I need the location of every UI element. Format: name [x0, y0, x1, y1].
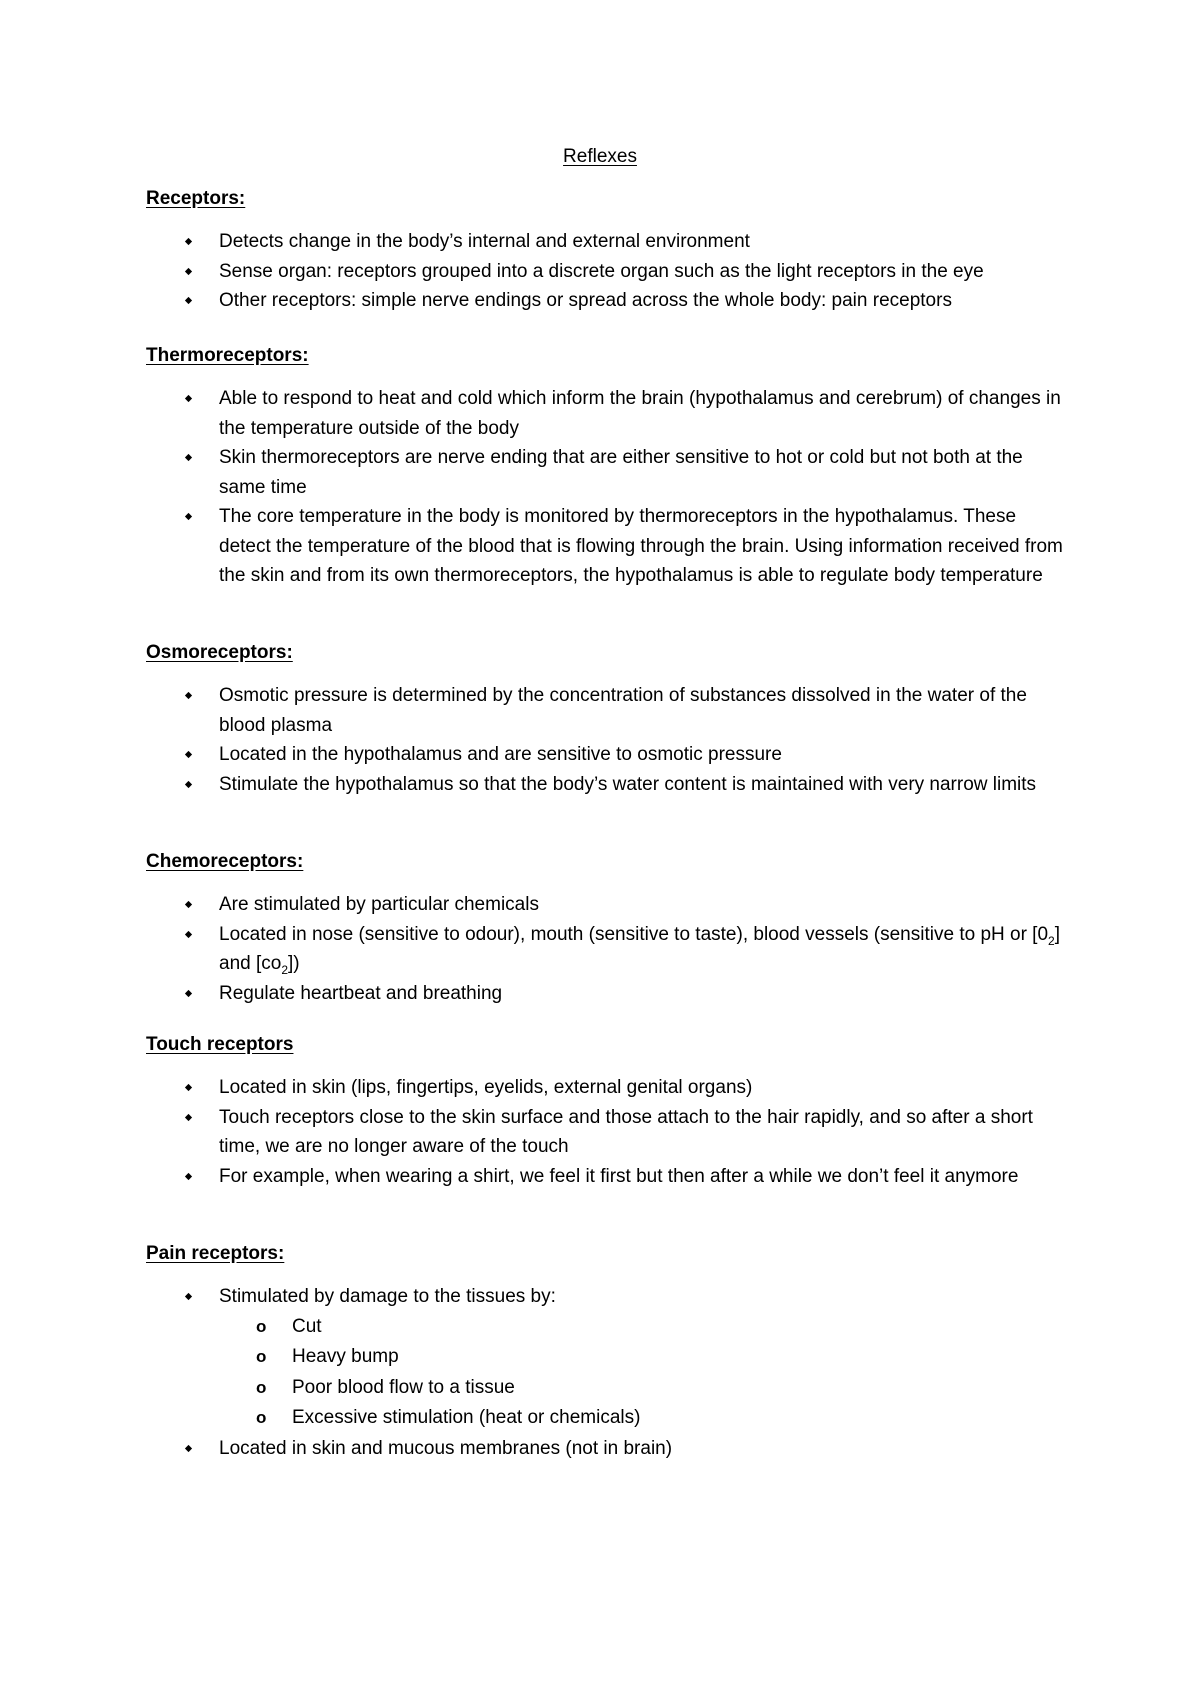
bullet-icon	[184, 1172, 193, 1181]
section-heading: Thermoreceptors:	[146, 345, 309, 366]
list-item	[146, 740, 1066, 770]
list-item	[146, 1434, 1066, 1464]
bullet-icon	[184, 1083, 193, 1092]
bullet-icon	[184, 691, 193, 700]
bullet-icon	[184, 512, 193, 521]
text-segment: ] and [co	[219, 923, 1060, 974]
hollow-circle-bullet-icon: o	[256, 1377, 267, 1397]
sub-list-item	[219, 1373, 1066, 1404]
sub-list-item-text: Excessive stimulation (heat or chemicals)	[292, 1407, 641, 1428]
bullet-list	[146, 384, 1066, 591]
section-touch-receptors	[146, 1033, 1066, 1191]
bullet-icon	[184, 394, 193, 403]
bullet-list	[146, 890, 1066, 1008]
list-item-text: Located in the hypothalamus and are sensitive to osmotic pressure	[219, 744, 782, 765]
text-segment: Located in nose (sensitive to odour), mouth (sensitive to taste), blood vessels (sensitive to pH or [0	[219, 923, 1049, 945]
bullet-icon	[184, 750, 193, 759]
sub-list-item	[219, 1403, 1066, 1434]
bullet-icon	[184, 989, 193, 998]
text-segment: ])	[288, 953, 300, 974]
bullet-icon	[184, 780, 193, 789]
list-item-text: Skin thermoreceptors are nerve ending that are either sensitive to hot or cold but not both at the same time	[219, 447, 1023, 498]
bullet-icon	[184, 1292, 193, 1301]
section-osmoreceptors	[146, 641, 1066, 799]
list-item	[146, 1282, 1066, 1434]
section-heading: Receptors:	[146, 188, 246, 209]
list-item	[146, 257, 1066, 287]
bullet-icon	[184, 1444, 193, 1453]
subscript: 2	[1048, 933, 1055, 948]
list-item-text: Touch receptors close to the skin surface and those attach to the hair rapidly, and so after a short time, we are no longer aware of the touch	[219, 1106, 1033, 1157]
hollow-circle-bullet-icon: o	[256, 1316, 267, 1336]
list-item	[146, 1162, 1066, 1192]
sub-list-item-text: Heavy bump	[292, 1346, 399, 1367]
bullet-icon	[184, 453, 193, 462]
list-item	[146, 681, 1066, 740]
list-item	[146, 920, 1066, 979]
list-item	[146, 1103, 1066, 1162]
bullet-list	[146, 227, 1066, 316]
bullet-icon	[184, 900, 193, 909]
list-item-text: Other receptors: simple nerve endings or spread across the whole body: pain receptors	[219, 290, 952, 311]
bullet-icon	[184, 930, 193, 939]
section-receptors	[146, 187, 1066, 316]
list-item-text: Stimulate the hypothalamus so that the body’s water content is maintained with very narrow limits	[219, 773, 1037, 795]
list-item-text: Are stimulated by particular chemicals	[219, 894, 539, 915]
list-item-text: Stimulated by damage to the tissues by:	[219, 1286, 556, 1307]
bullet-icon	[184, 1113, 193, 1122]
list-item	[146, 1073, 1066, 1103]
bullet-list	[146, 1073, 1066, 1191]
document-title: Reflexes	[563, 146, 637, 167]
section-heading: Chemoreceptors:	[146, 851, 304, 872]
list-item-text: Located in skin and mucous membranes (not in brain)	[219, 1437, 673, 1459]
list-item-text	[219, 924, 1060, 975]
section-heading: Touch receptors	[146, 1034, 294, 1055]
bullet-list	[146, 1282, 1066, 1463]
list-item	[146, 890, 1066, 920]
subscript: 2	[281, 962, 289, 977]
list-item-text: Located in skin (lips, fingertips, eyelids, external genital organs)	[219, 1077, 753, 1098]
list-item-text: Regulate heartbeat and breathing	[219, 982, 503, 1004]
list-item-text: Osmotic pressure is determined by the concentration of substances dissolved in the water of the blood plasma	[219, 685, 1027, 736]
section-heading: Pain receptors:	[146, 1243, 285, 1264]
section-heading: Osmoreceptors:	[146, 642, 293, 663]
list-item	[146, 979, 1066, 1009]
bullet-icon	[184, 296, 193, 305]
list-item-text: Detects change in the body’s internal and external environment	[219, 231, 750, 252]
sub-list-item	[219, 1312, 1066, 1343]
list-item-text: For example, when wearing a shirt, we feel it first but then after a while we don’t feel it anymore	[219, 1165, 1019, 1187]
sub-bullet-list	[219, 1312, 1066, 1434]
list-item-text: The core temperature in the body is monitored by thermoreceptors in the hypothalamus. These detect the temperature of the blood that is flowing through the brain. Using information received from the skin and from its own thermoreceptors, the hypothalamus is able to regulate body temperature	[219, 506, 1063, 586]
list-item	[146, 227, 1066, 257]
sub-list-item-text: Cut	[292, 1315, 322, 1337]
bullet-icon	[184, 267, 193, 276]
hollow-circle-bullet-icon: o	[256, 1408, 267, 1427]
bullet-icon	[184, 237, 193, 246]
list-item	[146, 286, 1066, 316]
list-item-text: Able to respond to heat and cold which inform the brain (hypothalamus and cerebrum) of changes in the temperature outside of the body	[219, 388, 1061, 439]
list-item	[146, 770, 1066, 800]
section-thermoreceptors	[146, 344, 1066, 591]
bullet-list	[146, 681, 1066, 799]
section-pain-receptors	[146, 1242, 1066, 1463]
list-item	[146, 384, 1066, 443]
list-item	[146, 502, 1066, 591]
list-item-text: Sense organ: receptors grouped into a discrete organ such as the light receptors in the eye	[219, 260, 984, 282]
hollow-circle-bullet-icon: o	[256, 1347, 267, 1366]
list-item	[146, 443, 1066, 502]
section-chemoreceptors	[146, 850, 1066, 1008]
sub-list-item	[219, 1342, 1066, 1373]
sub-list-item-text: Poor blood flow to a tissue	[292, 1376, 515, 1398]
